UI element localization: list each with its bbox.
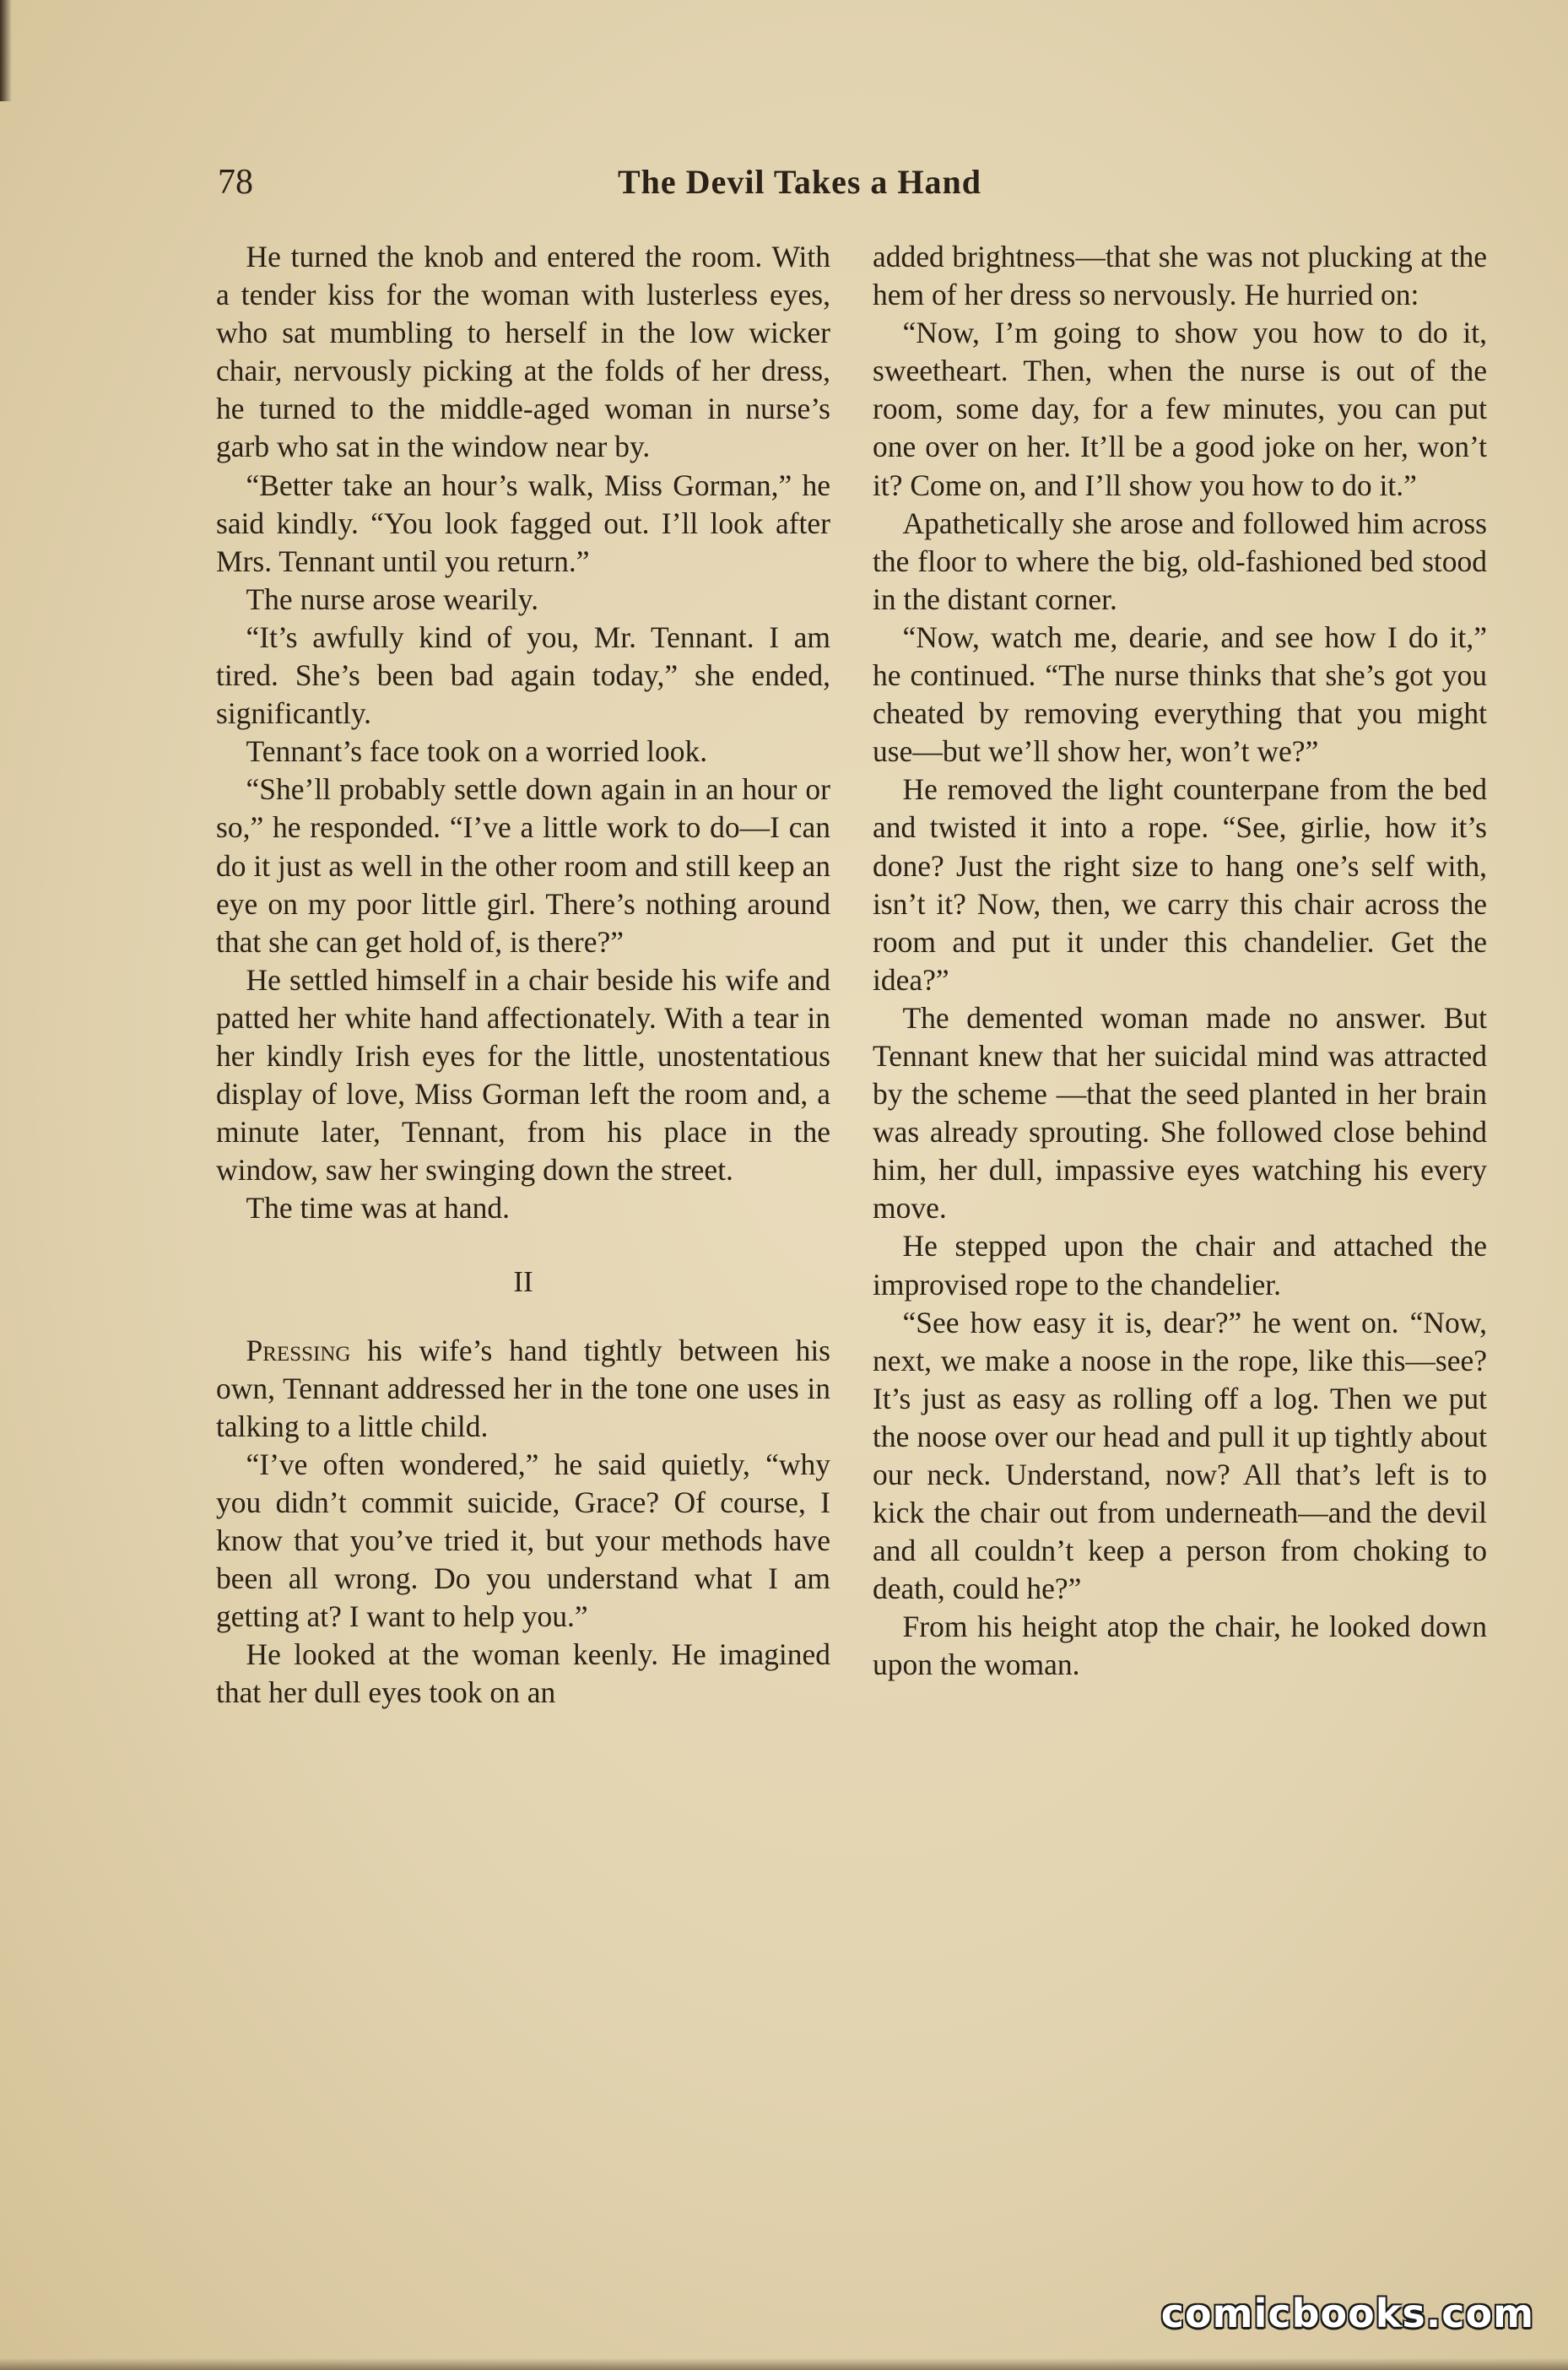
paragraph: “Now, watch me, dearie, and see how I do it,” he continued. “The nurse thinks that she’s got you cheated by removing everything that you might use—but we’ll show her, won’t we?”	[873, 620, 1487, 769]
paragraph: “She’ll probably settle down again in an hour or so,” he responded. “I’ve a little work to do—I can do it just as well in the other room and still keep an eye on my poor little girl. There’s nothing around that she can get hold of, is there?”	[216, 772, 830, 959]
running-title: The Devil Takes a Hand	[618, 163, 982, 201]
paragraph: “Better take an hour’s walk, Miss Gorman,” he said kindly. “You look fagged out. I’ll look after Mrs. Tennant until you return.”	[216, 468, 830, 578]
paragraph: The time was at hand.	[246, 1191, 510, 1226]
paragraph: “It’s awfully kind of you, Mr. Tennant. I am tired. She’s been bad again today,” she ended, significantly.	[216, 620, 830, 731]
paragraph: “See how easy it is, dear?” he went on. “Now, next, we make a noose in the rope, like this—see? It’s just as easy as rolling off a log. Then we put the noose over our head and pull it up tightly about our neck. Understand, now? All that’s left is to kick the chair out from underneath—and the devil and all couldn’t keep a person from choking to death, could he?”	[873, 1305, 1487, 1606]
right-column	[873, 238, 1487, 1685]
page-header	[218, 162, 1492, 213]
paragraph: From his height atop the chair, he looked down upon the woman.	[873, 1610, 1487, 1682]
page-spine-shadow	[0, 0, 12, 101]
paragraph: He turned the knob and entered the room. With a tender kiss for the woman with lusterless eyes, who sat mumbling to herself in the low wicker chair, nervously picking at the folds of her dress, he turned to the middle-aged woman in nurse’s garb who sat in the window near by.	[216, 240, 830, 464]
paragraph: He settled himself in a chair beside his wife and patted her white hand affectionately. With a tear in her kindly Irish eyes for the little, unostentatious display of love, Miss Gorman left the room and, a minute later, Tennant, from his place in the window, saw her swinging down the street.	[216, 962, 830, 1188]
paragraph: “Now, I’m going to show you how to do it, sweetheart. Then, when the nurse is out of the room, some day, for a few minutes, you can put one over on her. It’ll be a good joke on her, won’t it? Come on, and I’ll show you how to do it.”	[873, 316, 1487, 502]
paragraph: The demented woman made no answer. But Tennant knew that her suicidal mind was attracted by the scheme —that the seed planted in her brain was already sprouting. She followed close behind him, her dull, impassive eyes watching his every move.	[873, 1000, 1487, 1226]
paragraph: “I’ve often wondered,” he said quietly, “why you didn’t commit suicide, Grace? Of course, I know that you’ve tried it, but your methods have been all wrong. Do you understand what I am getting at? I want to help you.”	[216, 1447, 830, 1634]
paragraph: He removed the light counterpane from the bed and twisted it into a rope. “See, girlie, how it’s done? Just the right size to hang one’s self with, isn’t it? Now, then, we carry this chair across the room and put it under this chandelier. Get the idea?”	[873, 772, 1487, 997]
paragraph: Tennant’s face took on a worried look.	[246, 734, 708, 769]
paragraph: The nurse arose wearily.	[246, 582, 539, 616]
left-column	[216, 238, 830, 1712]
site-watermark: comicbooks.com	[1160, 2291, 1534, 2336]
section-number: II	[513, 1265, 533, 1299]
paragraph: He stepped upon the chair and attached the improvised rope to the chandelier.	[873, 1229, 1487, 1301]
page-bottom-edge	[0, 2358, 1568, 2370]
paragraph-continued: added brightness—that she was not plucking at the hem of her dress so nervously. He hurried on:	[873, 240, 1487, 312]
paragraph	[216, 1332, 830, 1446]
page-number: 78	[218, 163, 253, 202]
paragraph-text: his wife’s hand tightly between his own, Tennant addressed her in the tone one uses in talking to a little child.	[216, 1333, 830, 1443]
paragraph: He looked at the woman keenly. He imagined that her dull eyes took on an	[216, 1637, 830, 1710]
paragraph: Apathetically she arose and followed him across the floor to where the big, old-fashioned bed stood in the distant corner.	[873, 506, 1487, 616]
lead-in-smallcaps: Pressing	[246, 1333, 351, 1367]
